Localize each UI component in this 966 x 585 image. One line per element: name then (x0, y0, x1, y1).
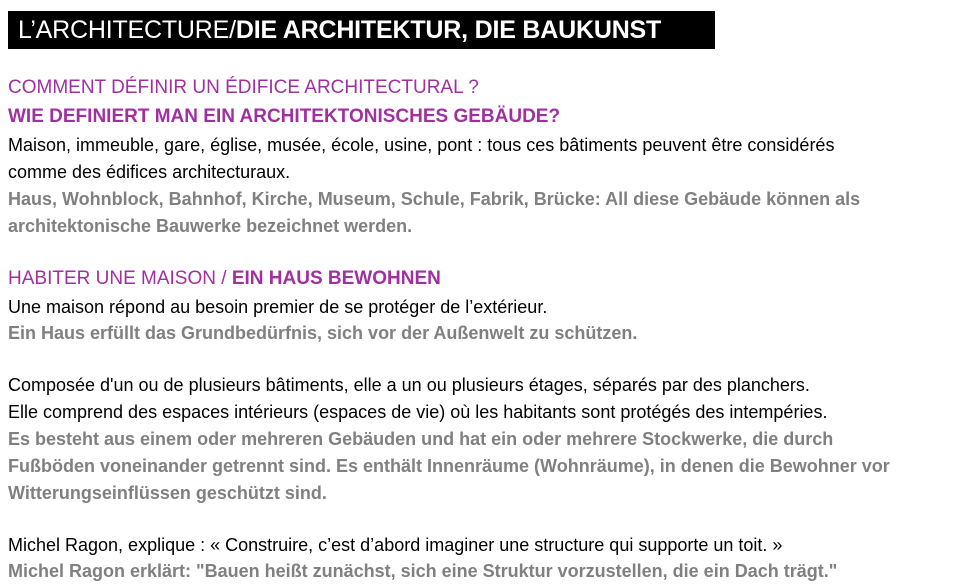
title-fr: L’ARCHITECTURE (18, 15, 230, 44)
section2-text-fr-2-line2: Elle comprend des espaces intérieurs (espaces de vie) où les habitants sont protégés des intempéries. (8, 402, 828, 422)
section1-text-de-line1: Haus, Wohnblock, Bahnhof, Kirche, Museum, Schule, Fabrik, Brücke: All diese Gebäude können als (8, 189, 861, 209)
section2-text-de-1: Ein Haus erfüllt das Grundbedürfnis, sich vor der Außenwelt zu schützen. (8, 323, 638, 343)
page-title (8, 11, 715, 49)
section1-text-de-line2: architektonische Bauwerke bezeichnet werden. (8, 216, 413, 236)
section2-heading-fr: HABITER UNE MAISON (8, 268, 216, 289)
section2-text-fr-2-line1: Composée d'un ou de plusieurs bâtiments, elle a un ou plusieurs étages, séparés par des planchers. (8, 375, 810, 395)
section1-text-fr-line2: comme des édifices architecturaux. (8, 162, 291, 182)
section1-text-fr-line1: Maison, immeuble, gare, église, musée, école, usine, pont : tous ces bâtiments peuvent être considérés (8, 135, 835, 155)
section2-text-fr-1: Une maison répond au besoin premier de se protéger de l’extérieur. (8, 297, 548, 317)
section2-heading-de: EIN HAUS BEWOHNEN (231, 268, 441, 289)
section2-text-de-2-line2: Fußböden voneinander getrennt sind. Es enthält Innenräume (Wohnräume), in denen die Bewohner vor (8, 456, 890, 476)
section2-heading-separator: / (215, 268, 232, 289)
section1-heading-de: WIE DEFINIERT MAN EIN ARCHITEKTONISCHES GEBÄUDE? (8, 106, 561, 127)
section2-heading (8, 265, 441, 292)
section1-heading-fr: COMMENT DÉFINIR UN ÉDIFICE ARCHITECTURAL ? (8, 77, 479, 98)
section2-text-de-2-line1: Es besteht aus einem oder mehreren Gebäuden und hat ein oder mehrere Stockwerke, die durch (8, 429, 834, 449)
quote-de: Michel Ragon erklärt: "Bauen heißt zunächst, sich eine Struktur vorzustellen, die ein Dach trägt." (8, 561, 838, 581)
quote-fr: Michel Ragon, explique : « Construire, c’est d’abord imaginer une structure qui supporte un toit. » (8, 535, 783, 555)
section2-text-de-2-line3: Witterungseinflüssen geschützt sind. (8, 483, 327, 503)
title-de: DIE ARCHITEKTUR, DIE BAUKUNST (235, 15, 662, 44)
title-separator: / (229, 15, 236, 44)
